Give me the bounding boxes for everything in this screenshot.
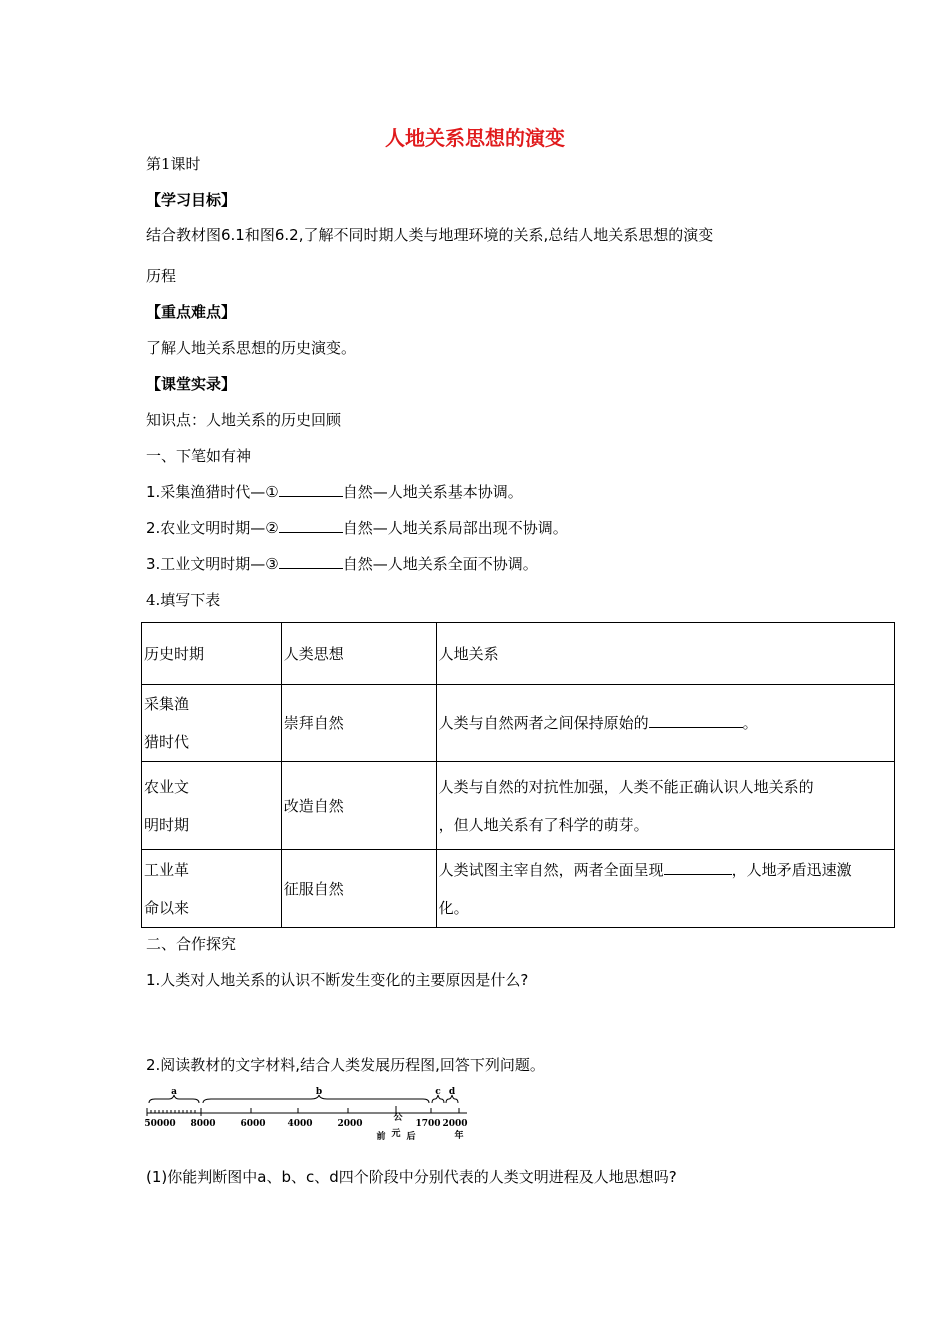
answer-blank[interactable] [664, 862, 732, 875]
key-text: 了解人地关系思想的历史演变。 [146, 339, 357, 357]
part1-heading: 一、下笔如有神 [146, 447, 252, 465]
header-period: 历史时期 [142, 623, 282, 685]
table-header-row [142, 623, 895, 685]
tick-label: 8000 [190, 1119, 216, 1129]
timeline-braces [149, 1095, 458, 1103]
period-line: 工业革 [144, 860, 190, 879]
tick-label: 2000 [442, 1119, 468, 1129]
thought-cell: 改造自然 [281, 762, 436, 850]
relation-line-1 [439, 851, 892, 889]
history-table [141, 622, 895, 928]
era-gong-label: 公 [393, 1113, 403, 1123]
section-class-heading: 【课堂实录】 [146, 375, 237, 393]
tick-label: 6000 [240, 1119, 266, 1129]
relation-text-pre: 人类与自然两者之间保持原始的 [438, 714, 649, 732]
lesson-label: 第1课时 [146, 155, 201, 173]
relation-cell [436, 685, 894, 762]
fill-item-3-pre: 3.工业文明时期—③ [146, 555, 279, 573]
fill-item-1-post: 自然—人地关系基本协调。 [342, 483, 523, 501]
part2-heading: 二、合作探究 [146, 935, 237, 953]
goal-text-line2: 历程 [146, 267, 177, 285]
period-line: 命以来 [144, 898, 190, 917]
question-1: 1.人类对人地关系的认识不断发生变化的主要原因是什么? [146, 971, 529, 989]
tick-label: 1700 [415, 1119, 441, 1129]
table-row [142, 762, 895, 850]
thought-cell: 崇拜自然 [281, 685, 436, 762]
period-cell [142, 762, 282, 850]
fill-item-3 [146, 553, 538, 574]
fill-item-1-pre: 1.采集渔猎时代—① [146, 483, 279, 501]
question-2: 2.阅读教材的文字材料,结合人类发展历程图,回答下列问题。 [146, 1056, 545, 1074]
stage-label-c: c [435, 1087, 441, 1097]
fill-item-1 [146, 481, 523, 502]
stage-label-d: d [448, 1087, 456, 1097]
period-cell [142, 850, 282, 928]
relation-text-pre: 人类试图主宰自然，两者全面呈现 [438, 860, 664, 879]
page-title: 人地关系思想的演变 [385, 126, 565, 150]
goal-text-line1: 结合教材图6.1和图6.2,了解不同时期人类与地理环境的关系,总结人地关系思想的演变 [146, 226, 714, 244]
period-line: 猎时代 [144, 733, 190, 751]
relation-cell [436, 850, 894, 928]
table-row [142, 850, 895, 928]
tick-label: 2000 [337, 1119, 363, 1129]
fill-item-3-post: 自然—人地关系全面不协调。 [342, 555, 538, 573]
relation-cell [436, 762, 894, 850]
answer-blank[interactable] [279, 556, 343, 569]
section-key-heading: 【重点难点】 [146, 303, 237, 321]
stage-label-b: b [315, 1087, 323, 1097]
tick-label: 4000 [287, 1119, 313, 1129]
table-row [142, 685, 895, 762]
question-2-sub-1: (1)你能判断图中a、b、c、d四个阶段中分别代表的人类文明进程及人地思想吗? [146, 1168, 677, 1186]
period-cell [142, 685, 282, 762]
answer-blank[interactable] [649, 715, 743, 728]
thought-cell: 征服自然 [281, 850, 436, 928]
period-line: 明时期 [144, 815, 190, 834]
era-hou-label: 后 [406, 1132, 416, 1142]
relation-line-2: 化。 [438, 898, 469, 917]
era-qian-label: 前 [376, 1132, 386, 1142]
tick-label: 50000 [144, 1119, 176, 1129]
relation-text-post: 。 [742, 714, 758, 732]
timeline-ticks [147, 1106, 459, 1116]
knowledge-point: 知识点：人地关系的历史回顾 [146, 411, 342, 429]
period-line: 农业文 [144, 777, 190, 796]
stage-label-a: a [171, 1087, 177, 1097]
answer-blank[interactable] [279, 484, 343, 497]
header-thought: 人类思想 [281, 623, 436, 685]
period-line: 采集渔 [144, 695, 190, 713]
fill-table-instruction: 4.填写下表 [146, 591, 221, 609]
section-goal-heading: 【学习目标】 [146, 191, 237, 209]
fill-item-2-post: 自然—人地关系局部出现不协调。 [342, 519, 568, 537]
year-label: 年 [454, 1131, 464, 1141]
fill-item-2-pre: 2.农业文明时期—② [146, 519, 279, 537]
human-development-timeline [143, 1086, 473, 1146]
header-relation: 人地关系 [436, 623, 894, 685]
relation-text-post: ，人地矛盾迅速激 [731, 860, 852, 879]
relation-line: 人类与自然的对抗性加强，人类不能正确认识人地关系的 [438, 777, 814, 796]
answer-blank[interactable] [279, 520, 343, 533]
era-yuan-label: 元 [391, 1129, 401, 1139]
relation-line: ，但人地关系有了科学的萌芽。 [438, 815, 649, 834]
fill-item-2 [146, 517, 568, 538]
